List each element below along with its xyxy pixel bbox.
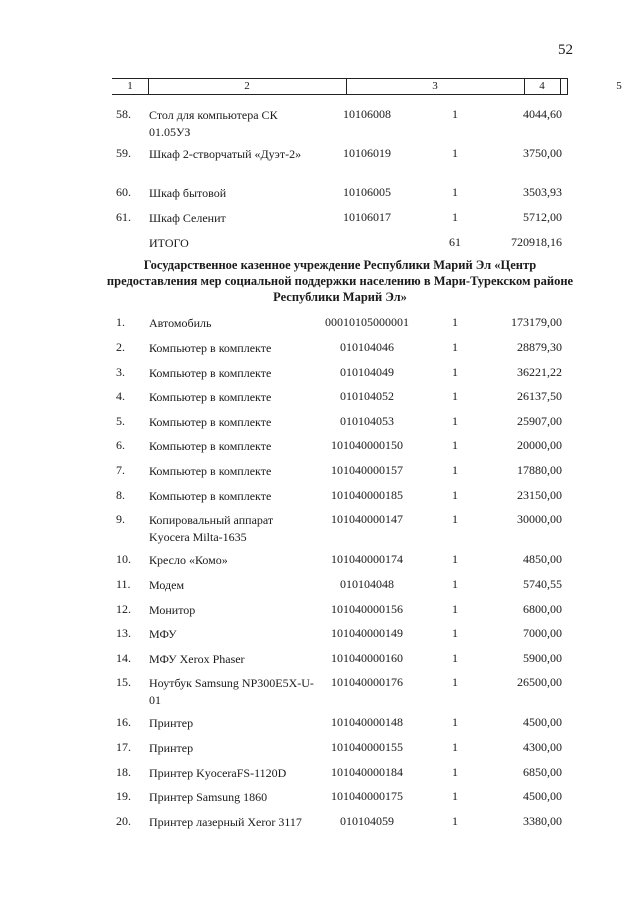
row-code: 10106005 [343, 185, 391, 199]
row-code: 101040000175 [331, 789, 403, 803]
header-col-1: 1 [127, 80, 133, 92]
row-qty: 1 [452, 552, 458, 566]
row-qty: 1 [452, 463, 458, 477]
row-name: Автомобиль [149, 316, 212, 330]
row-qty: 1 [452, 626, 458, 640]
row-qty: 1 [452, 107, 458, 121]
row-sum: 4850,00 [523, 552, 562, 566]
row-sum: 25907,00 [517, 414, 562, 428]
row-number: 8. [116, 488, 125, 502]
row-code: 10106019 [343, 146, 391, 160]
row-sum: 26500,00 [517, 675, 562, 689]
row-code: 101040000156 [331, 602, 403, 616]
row-code: 101040000176 [331, 675, 403, 689]
row-number: 16. [116, 715, 131, 729]
row-name: Компьютер в комплекте [149, 415, 272, 429]
row-qty: 1 [452, 814, 458, 828]
row-qty: 1 [452, 340, 458, 354]
row-code: 010104046 [340, 340, 394, 354]
row-sum: 7000,00 [523, 626, 562, 640]
row-name: Компьютер в комплекте [149, 390, 272, 404]
row-sum: 6800,00 [523, 602, 562, 616]
row-number: 6. [116, 438, 125, 452]
row-code: 101040000185 [331, 488, 403, 502]
row-number: 10. [116, 552, 131, 566]
row-name: Принтер KyoceraFS-1120D [149, 766, 287, 780]
row-qty: 1 [452, 675, 458, 689]
row-code: 101040000157 [331, 463, 403, 477]
row-qty: 1 [452, 438, 458, 452]
row-number: 14. [116, 651, 131, 665]
row-sum: 5900,00 [523, 651, 562, 665]
row-code: 010104052 [340, 389, 394, 403]
row-qty: 1 [452, 577, 458, 591]
row-name: Компьютер в комплекте [149, 341, 272, 355]
row-code: 010104049 [340, 365, 394, 379]
row-name: Компьютер в комплекте [149, 439, 272, 453]
row-number: 12. [116, 602, 131, 616]
row-name: Компьютер в комплекте [149, 464, 272, 478]
row-qty: 1 [452, 512, 458, 526]
row-sum: 28879,30 [517, 340, 562, 354]
row-sum: 4300,00 [523, 740, 562, 754]
row-qty: 1 [452, 602, 458, 616]
row-name: Компьютер в комплекте [149, 366, 272, 380]
row-number: 2. [116, 340, 125, 354]
row-qty: 1 [452, 210, 458, 224]
row-code: 101040000148 [331, 715, 403, 729]
row-code: 010104048 [340, 577, 394, 591]
row-name: Кресло «Комо» [149, 553, 228, 567]
row-sum: 3380,00 [523, 814, 562, 828]
row-qty: 1 [452, 488, 458, 502]
row-number: 9. [116, 512, 125, 526]
row-name: Стол для компьютера СК 01.05УЗ [149, 108, 278, 139]
row-code: 101040000149 [331, 626, 403, 640]
page-number: 52 [558, 42, 573, 58]
row-sum: 5740,55 [523, 577, 562, 591]
row-qty: 1 [452, 715, 458, 729]
row-sum: 5712,00 [523, 210, 562, 224]
row-sum: 17880,00 [517, 463, 562, 477]
row-name: Принтер [149, 716, 194, 730]
row-sum: 23150,00 [517, 488, 562, 502]
row-code: 010104053 [340, 414, 394, 428]
row-number: 19. [116, 789, 131, 803]
row-code: 101040000184 [331, 765, 403, 779]
row-qty: 1 [452, 365, 458, 379]
row-sum: 20000,00 [517, 438, 562, 452]
row-name: Компьютер в комплекте [149, 489, 272, 503]
header-col-5: 5 [616, 80, 622, 92]
table-header [112, 78, 622, 95]
row-qty: 1 [452, 146, 458, 160]
row-qty: 1 [452, 185, 458, 199]
row-sum: 36221,22 [517, 365, 562, 379]
row-name: МФУ Xerox Phaser [149, 652, 245, 666]
row-number: 59. [116, 146, 131, 160]
row-number: 15. [116, 675, 131, 689]
header-col-4: 4 [539, 80, 545, 92]
row-qty: 1 [452, 740, 458, 754]
row-name: Принтер Samsung 1860 [149, 790, 268, 804]
row-name: МФУ [149, 627, 177, 641]
row-number: 58. [116, 107, 131, 121]
row-name: Монитор [149, 603, 196, 617]
row-code: 10106017 [343, 210, 391, 224]
row-sum: 4500,00 [523, 789, 562, 803]
row-number: 17. [116, 740, 131, 754]
row-code: 101040000174 [331, 552, 403, 566]
row-name: Копировальный аппарат Kyocera Milta-1635 [149, 513, 274, 544]
header-col-2: 2 [244, 80, 250, 92]
total-label: ИТОГО [149, 236, 189, 250]
row-code: 101040000147 [331, 512, 403, 526]
row-code: 010104059 [340, 814, 394, 828]
section-title: Государственное казенное учреждение Республики Марий Эл «Центр предоставления мер социальной поддержки населению в Мари-Турекском районе Республики Марий Эл» [106, 258, 574, 304]
row-qty: 1 [452, 389, 458, 403]
row-number: 7. [116, 463, 125, 477]
row-qty: 1 [452, 765, 458, 779]
total-sum: 720918,16 [511, 235, 562, 249]
row-number: 5. [116, 414, 125, 428]
row-number: 60. [116, 185, 131, 199]
row-qty: 1 [452, 789, 458, 803]
row-qty: 1 [452, 651, 458, 665]
row-sum: 3503,93 [523, 185, 562, 199]
row-sum: 6850,00 [523, 765, 562, 779]
row-code: 101040000155 [331, 740, 403, 754]
row-number: 1. [116, 315, 125, 329]
row-code: 10106008 [343, 107, 391, 121]
row-sum: 26137,50 [517, 389, 562, 403]
row-number: 3. [116, 365, 125, 379]
total-qty: 61 [449, 235, 461, 249]
row-code: 101040000160 [331, 651, 403, 665]
row-qty: 1 [452, 315, 458, 329]
row-name: Шкаф 2-створчатый «Дуэт-2» [149, 147, 302, 161]
header-col-3: 3 [432, 80, 438, 92]
row-number: 11. [116, 577, 131, 591]
row-name: Ноутбук Samsung NP300E5X-U-01 [149, 676, 314, 707]
row-sum: 4500,00 [523, 715, 562, 729]
row-sum: 3750,00 [523, 146, 562, 160]
row-name: Шкаф бытовой [149, 186, 227, 200]
row-name: Принтер лазерный Xeror 3117 [149, 815, 302, 829]
row-number: 13. [116, 626, 131, 640]
row-sum: 4044,60 [523, 107, 562, 121]
row-code: 00010105000001 [325, 315, 409, 329]
row-name: Принтер [149, 741, 194, 755]
row-sum: 30000,00 [517, 512, 562, 526]
row-name: Шкаф Селенит [149, 211, 226, 225]
row-qty: 1 [452, 414, 458, 428]
row-number: 20. [116, 814, 131, 828]
row-code: 101040000150 [331, 438, 403, 452]
row-name: Модем [149, 578, 185, 592]
row-number: 4. [116, 389, 125, 403]
row-sum: 173179,00 [511, 315, 562, 329]
row-number: 18. [116, 765, 131, 779]
row-number: 61. [116, 210, 131, 224]
